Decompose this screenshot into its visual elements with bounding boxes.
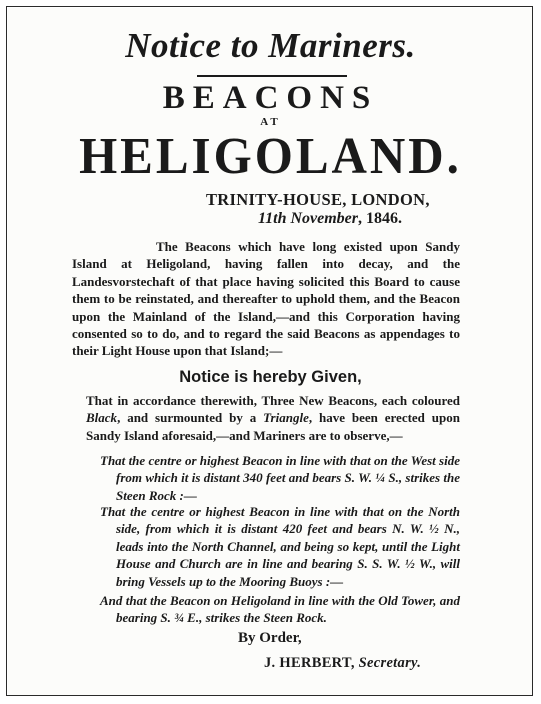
- at-heading: AT: [260, 116, 281, 128]
- statement-part1: That in accordance therewith, Three New Beacons, each coloured: [86, 393, 460, 408]
- statement-part2: , and surmounted by a: [117, 410, 264, 426]
- clause-old-tower: [100, 592, 460, 627]
- dateline-day: 11th November: [258, 210, 358, 227]
- statement-shape: Triangle: [263, 410, 309, 426]
- dateline-office: TRINITY-HOUSE, LONDON,: [206, 190, 430, 209]
- clause-text: That the centre or highest Beacon in line with that on the North side, from which it is distant 420 feet and bears N. W. ½ N., leads into the North Channel, and being so kept, until the Light House and Church are in line and bearing S. S. W. ½ W., will bring Vessels up to the Mooring Buoys :—: [100, 504, 460, 589]
- title-rule: [197, 75, 347, 77]
- beacons-heading: BEACONS: [162, 80, 379, 116]
- signatory: [264, 655, 421, 672]
- statement-paragraph: [86, 392, 460, 444]
- by-order: By Order,: [238, 630, 302, 646]
- signatory-title: Secretary.: [358, 655, 422, 671]
- clause-west-beacon: [100, 452, 460, 504]
- clause-north-beacon: [100, 503, 460, 590]
- dateline-date: [258, 210, 498, 228]
- dateline-year: , 1846.: [358, 210, 402, 227]
- clause-text: That the centre or highest Beacon in line with that on the West side from which it is distant 340 feet and bears S. W. ¼ S., strikes the Steen Rock :—: [100, 453, 460, 503]
- preamble-text: The Beacons which have long existed upon Sandy Island at Heligoland, having fallen into decay, and the Landesvorstechaft of that place having solicited this Board to cause them to be reinstated, and thereafter to uphold them, and the Beacon upon the Mainland of the Island,—and this Corporation having consented so to do, and to regard the said Beacons as appendages to their Light House upon that Island;—: [72, 239, 460, 359]
- signatory-name: J. HERBERT,: [264, 655, 359, 671]
- preamble-paragraph: [72, 238, 460, 360]
- clause-text: And that the Beacon on Heligoland in line with the Old Tower, and bearing S. ¾ E., strikes the Steen Rock.: [100, 593, 460, 626]
- place-heading: HELIGOLAND.: [79, 126, 462, 185]
- statement-color: Black: [86, 410, 118, 426]
- notice-heading: Notice is hereby Given,: [179, 368, 362, 386]
- notice-title: Notice to Mariners.: [125, 26, 416, 65]
- statement-part3: , have been erected upon Sandy Island aforesaid,—and Mariners are to observe,—: [86, 410, 460, 443]
